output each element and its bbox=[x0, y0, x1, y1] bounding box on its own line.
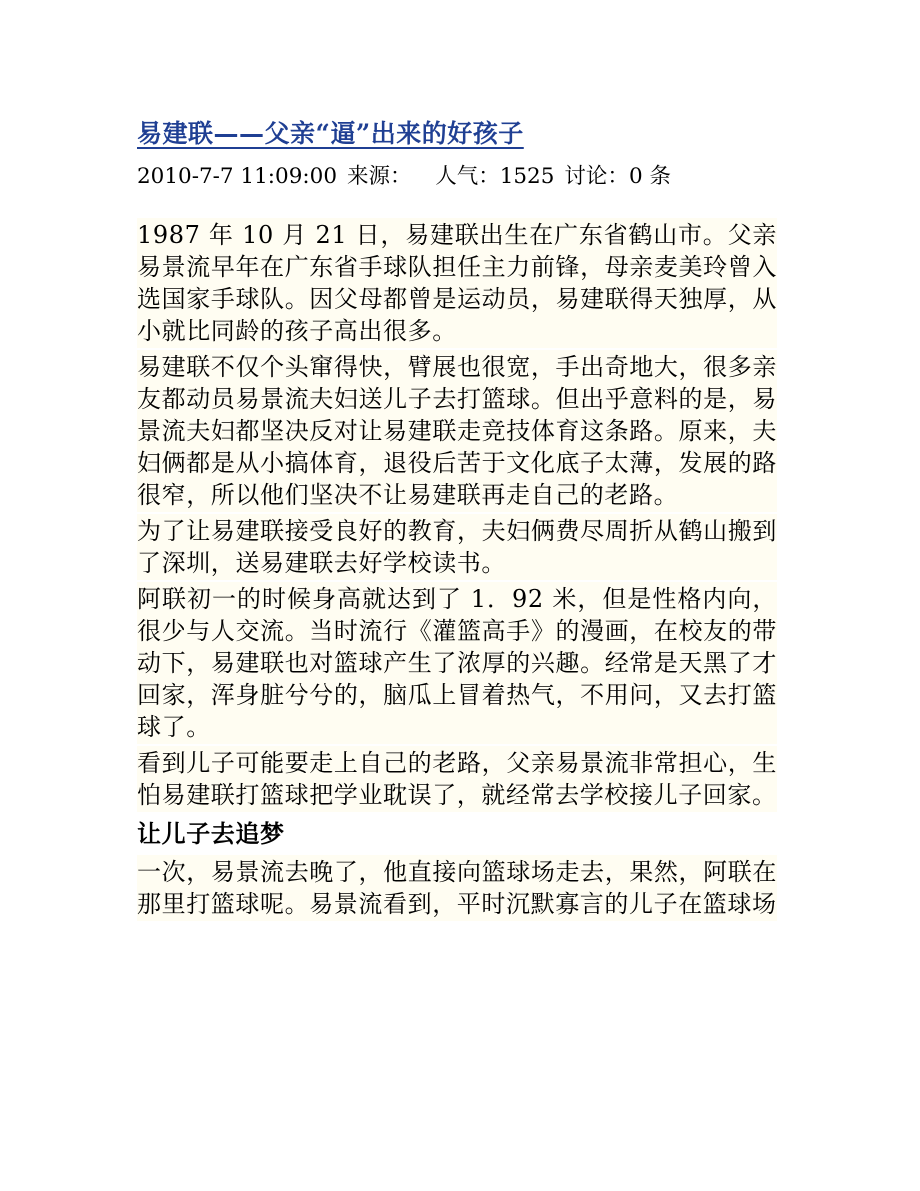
views-label: 人气： bbox=[435, 164, 500, 189]
paragraph: 看到儿子可能要走上自己的老路，父亲易景流非常担心，生怕易建联打篮球把学业耽误了，就经常去学校接儿子回家。 bbox=[137, 746, 777, 812]
comments-count: 0 条 bbox=[628, 164, 671, 189]
paragraph: 一次，易景流去晚了，他直接向篮球场走去，果然，阿联在那里打篮球呢。易景流看到，平时沉默寡言的儿子在篮球场 bbox=[137, 855, 777, 921]
source-label: 来源： bbox=[347, 164, 412, 189]
publish-datetime: 2010-7-7 11:09:00 bbox=[137, 164, 337, 189]
section-heading: 让儿子去追梦 bbox=[137, 819, 285, 848]
article bbox=[137, 112, 777, 923]
article-title-link[interactable]: 易建联——父亲“逼”出来的好孩子 bbox=[137, 119, 524, 148]
article-meta bbox=[137, 158, 777, 196]
paragraph: 阿联初一的时候身高就达到了 1．92 米，但是性格内向，很少与人交流。当时流行《灌篮高手》的漫画，在校友的带动下，易建联也对篮球产生了浓厚的兴趣。经常是天黑了才回家，浑身脏兮兮的，脑瓜上冒着热气，不用问，又去打篮球了。 bbox=[137, 582, 777, 744]
paragraph: 易建联不仅个头窜得快，臂展也很宽，手出奇地大，很多亲友都动员易景流夫妇送儿子去打篮球。但出乎意料的是，易景流夫妇都坚决反对让易建联走竞技体育这条路。原来，夫妇俩都是从小搞体育，退役后苦于文化底子太薄，发展的路很窄，所以他们坚决不让易建联再走自己的老路。 bbox=[137, 350, 777, 512]
views-count: 1525 bbox=[499, 164, 555, 189]
comments-label: 讨论： bbox=[564, 164, 629, 189]
paragraph: 1987 年 10 月 21 日，易建联出生在广东省鹤山市。父亲易景流早年在广东省手球队担任主力前锋，母亲麦美玲曾入选国家手球队。因父母都曾是运动员，易建联得天独厚，从小就比同龄的孩子高出很多。 bbox=[137, 218, 777, 348]
article-body bbox=[137, 218, 777, 921]
paragraph: 为了让易建联接受良好的教育，夫妇俩费尽周折从鹤山搬到了深圳，送易建联去好学校读书。 bbox=[137, 514, 777, 580]
